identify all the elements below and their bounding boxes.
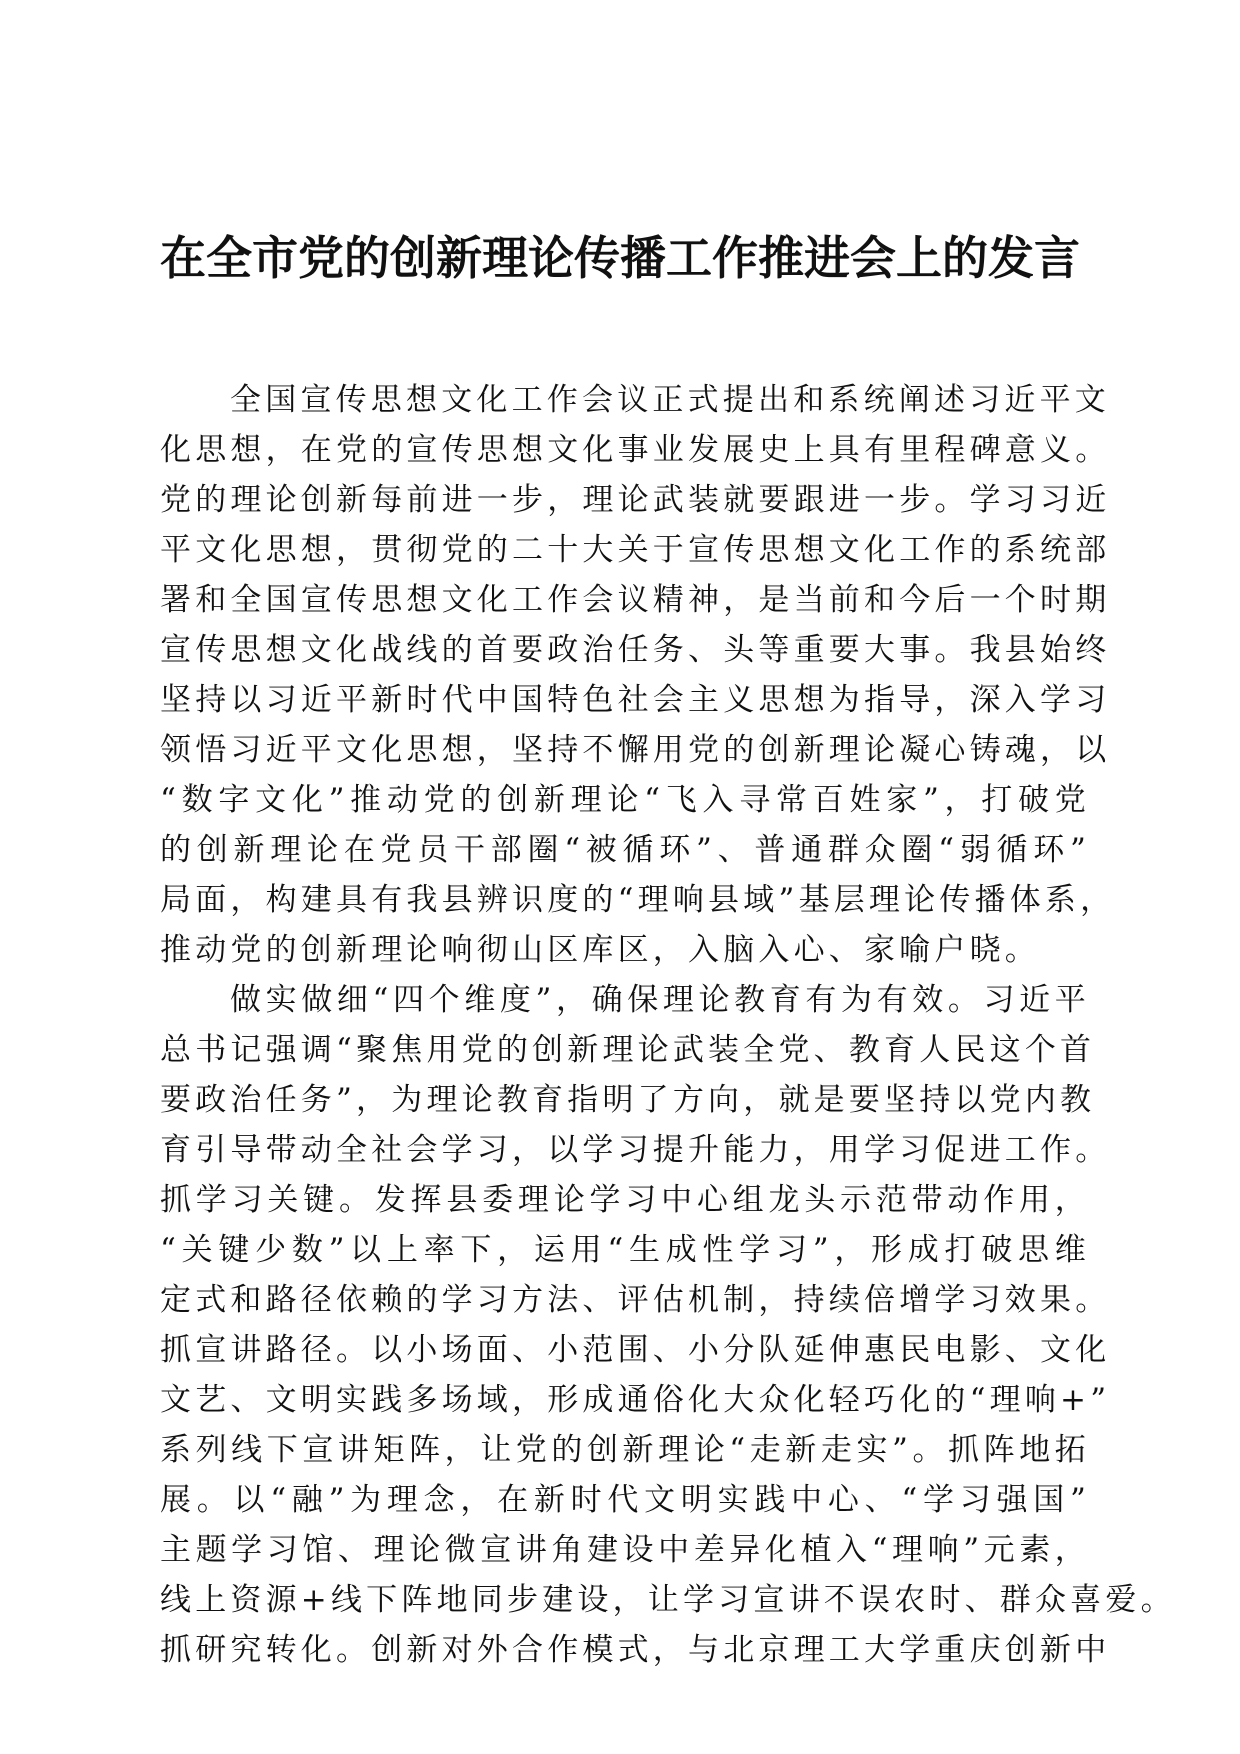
text-line: 宣传思想文化战线的首要政治任务、头等重要大事。我县始终	[160, 632, 1111, 668]
text-line: 署和全国宣传思想文化工作会议精神，是当前和今后一个时期	[160, 582, 1111, 618]
text-line: 文艺、文明实践多场域，形成通俗化大众化轻巧化的“理响+”	[160, 1382, 1111, 1418]
text-line: 全国宣传思想文化工作会议正式提出和系统阐述习近平文	[230, 382, 1110, 418]
text-line: 坚持以习近平新时代中国特色社会主义思想为指导，深入学习	[160, 682, 1111, 718]
text-line: 做实做细“四个维度”，确保理论教育有为有效。习近平	[230, 982, 1090, 1018]
text-line: 领悟习近平文化思想，坚持不懈用党的创新理论凝心铸魂，以	[160, 732, 1111, 768]
text-line: 抓学习关键。发挥县委理论学习中心组龙头示范带动作用，	[160, 1182, 1090, 1218]
text-line: 局面，构建具有我县辨识度的“理响县域”基层理论传播体系，	[160, 882, 1116, 918]
text-line: “数字文化”推动党的创新理论“飞入寻常百姓家”，打破党	[160, 782, 1090, 818]
text-line: 抓宣讲路径。以小场面、小范围、小分队延伸惠民电影、文化	[160, 1332, 1111, 1368]
text-line: 展。以“融”为理念，在新时代文明实践中心、“学习强国”	[160, 1482, 1090, 1518]
text-line: 总书记强调“聚焦用党的创新理论武装全党、教育人民这个首	[160, 1032, 1096, 1068]
paragraph-1	[160, 375, 1116, 975]
paragraph-2	[160, 975, 1176, 1675]
text-line: 定式和路径依赖的学习方法、评估机制，持续倍增学习效果。	[160, 1282, 1111, 1318]
text-line: 的创新理论在党员干部圈“被循环”、普通群众圈“弱循环”	[160, 832, 1090, 868]
text-line: 党的理论创新每前进一步，理论武装就要跟进一步。学习习近	[160, 482, 1111, 518]
document-title: 在全市党的创新理论传播工作推进会上的发言	[160, 231, 1080, 285]
text-line: 推动党的创新理论响彻山区库区，入脑入心、家喻户晓。	[160, 932, 1040, 968]
text-line: 主题学习馆、理论微宣讲角建设中差异化植入“理响”元素，	[160, 1532, 1090, 1568]
text-line: 线上资源+线下阵地同步建设，让学习宣讲不误农时、群众喜爱。	[160, 1582, 1176, 1618]
text-line: 系列线下宣讲矩阵，让党的创新理论“走新走实”。抓阵地拓	[160, 1432, 1090, 1468]
document-body	[160, 375, 1176, 1675]
text-line: 要政治任务”，为理论教育指明了方向，就是要坚持以党内教	[160, 1082, 1096, 1118]
text-line: “关键少数”以上率下，运用“生成性学习”，形成打破思维	[160, 1232, 1090, 1268]
text-line: 抓研究转化。创新对外合作模式，与北京理工大学重庆创新中	[160, 1632, 1111, 1668]
text-line: 育引导带动全社会学习，以学习提升能力，用学习促进工作。	[160, 1132, 1111, 1168]
text-line: 化思想，在党的宣传思想文化事业发展史上具有里程碑意义。	[160, 432, 1111, 468]
text-line: 平文化思想，贯彻党的二十大关于宣传思想文化工作的系统部	[160, 532, 1111, 568]
